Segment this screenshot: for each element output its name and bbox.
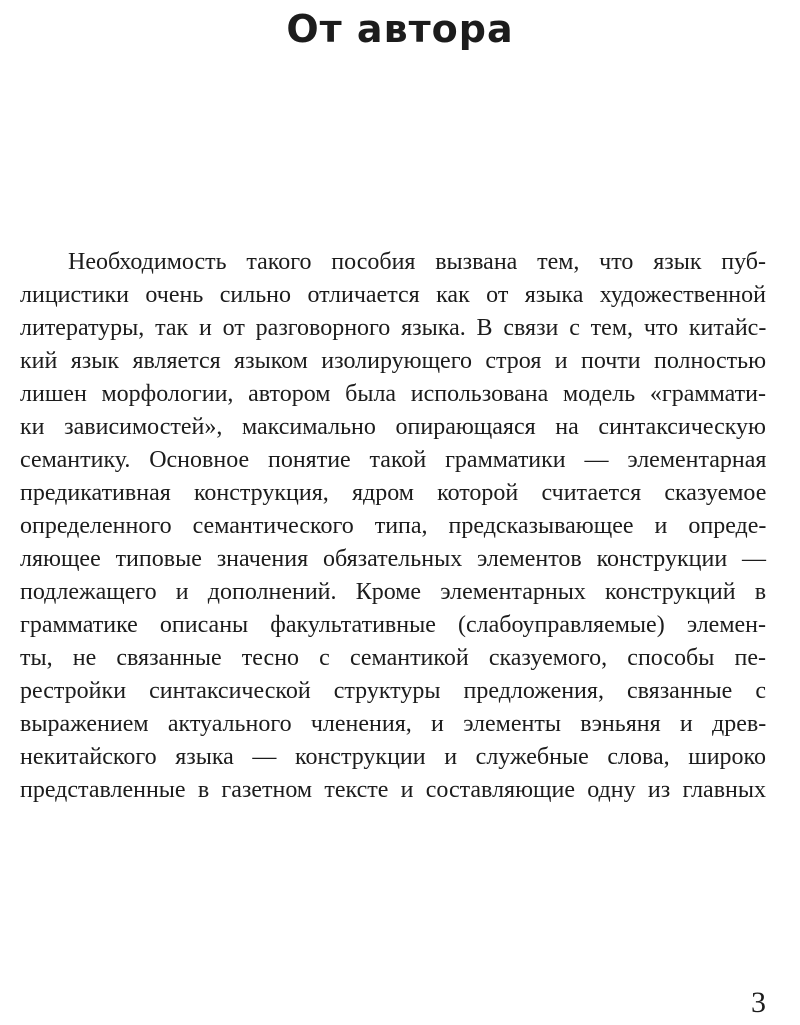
- text-line: выражением актуального членения, и элементы вэньяня и древ-: [20, 711, 767, 737]
- text-line: рестройки синтаксической структуры предложения, связанные с: [20, 678, 766, 704]
- text-line: некитайского языка — конструкции и служебные слова, широко: [20, 744, 766, 770]
- text-line: подлежащего и дополнений. Кроме элементарных конструкций в: [20, 579, 767, 605]
- text-line: представленные в газетном тексте и составляющие одну из главных: [20, 777, 766, 803]
- page-number: 3: [751, 986, 766, 1019]
- text-line: ляющее типовые значения обязательных элементов конструкции —: [20, 546, 766, 572]
- body-paragraph: [20, 246, 766, 807]
- text-line: ты, не связанные тесно с семантикой сказуемого, способы пе-: [20, 645, 766, 671]
- text-line: определенного семантического типа, предсказывающее и опреде-: [20, 513, 767, 539]
- text-line: литературы, так и от разговорного языка. В связи с тем, что китайс-: [20, 315, 767, 341]
- text-line: кий язык является языком изолирующего строя и почти полностью: [20, 348, 766, 374]
- text-line: предикативная конструкция, ядром которой считается сказуемое: [20, 480, 767, 506]
- text-line: грамматике описаны факультативные (слабоуправляемые) элемен-: [20, 612, 766, 638]
- text-line: Необходимость такого пособия вызвана тем, что язык пуб-: [68, 249, 766, 275]
- text-line: семантику. Основное понятие такой грамматики — элементарная: [20, 447, 767, 473]
- text-line: ки зависимостей», максимально опирающаяся на синтаксическую: [20, 414, 766, 440]
- text-line: лишен морфологии, автором была использована модель «граммати-: [20, 381, 766, 407]
- text-line: лицистики очень сильно отличается как от языка художественной: [20, 282, 766, 308]
- page-title: От автора: [286, 7, 514, 51]
